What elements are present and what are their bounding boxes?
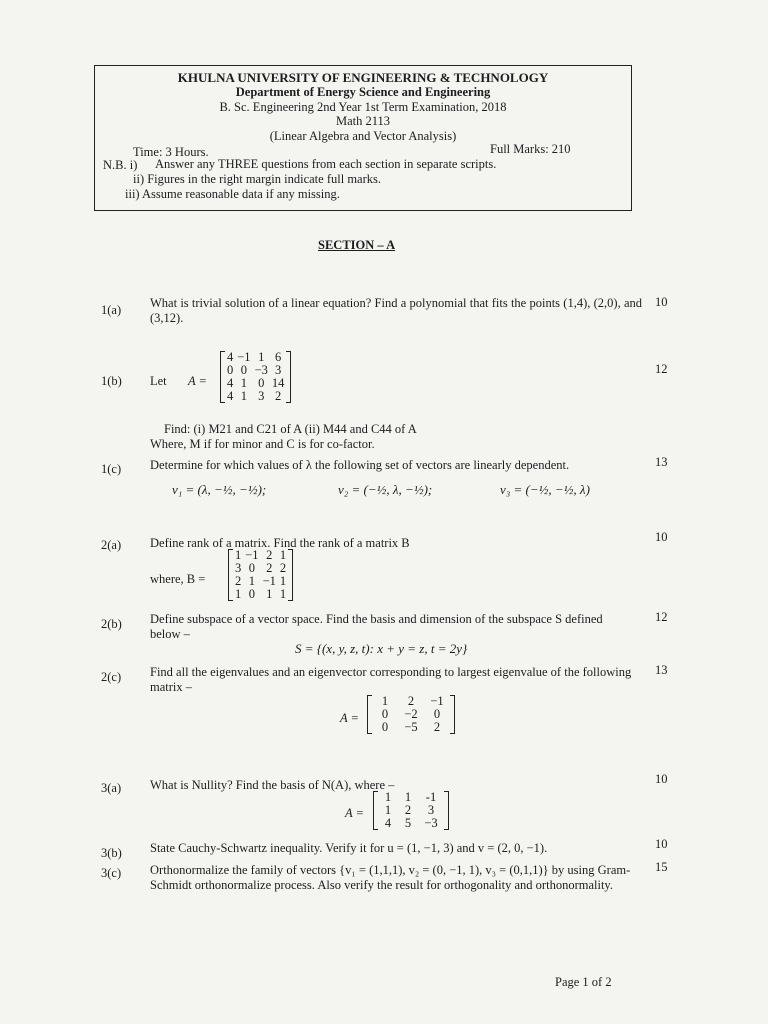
question-text: Find all the eigenvalues and an eigenvector corresponding to largest eigenvalue of the following matrix – <box>150 665 632 694</box>
matrix-cell: 0 <box>248 587 256 601</box>
matrix-cell: 2 <box>433 720 441 734</box>
matrix-cell: 2 <box>275 389 282 403</box>
matrix-cell: 1 <box>266 587 273 601</box>
matrix-cell: −3 <box>254 363 268 377</box>
matrix-cell: 2 <box>279 561 287 575</box>
question-marks: 15 <box>655 860 668 874</box>
question-number: 2(a) <box>101 538 122 552</box>
matrix-cell: 5 <box>404 816 412 830</box>
question-number: 2(c) <box>101 670 122 684</box>
matrix-cell: −1 <box>245 548 259 562</box>
instruction-1: Answer any THREE questions from each section in separate scripts. <box>155 157 497 171</box>
matrix-cell: 3 <box>258 389 265 403</box>
matrix-cell: 1 <box>279 587 287 601</box>
matrix-cell: 0 <box>433 707 441 721</box>
matrix-cell: 2 <box>266 561 273 575</box>
course-title: (Linear Algebra and Vector Analysis) <box>269 129 457 143</box>
subspace-definition: S = {(x, y, z, t): x + y = z, t = 2y} <box>295 641 468 656</box>
university-name: KHULNA UNIVERSITY OF ENGINEERING & TECHNOLOGY <box>177 70 549 85</box>
matrix-cell: 1 <box>240 376 248 390</box>
matrix-cell: 1 <box>279 574 287 588</box>
question-find: Find: (i) M21 and C21 of A (ii) M44 and C44 of A <box>164 422 417 436</box>
matrix-cell: 1 <box>384 803 392 817</box>
matrix-cell: −2 <box>404 707 418 721</box>
question-marks: 13 <box>655 663 668 677</box>
matrix-cell: 1 <box>404 790 412 804</box>
question-marks: 10 <box>655 295 668 309</box>
question-number: 1(b) <box>101 374 122 388</box>
question-number: 1(a) <box>101 303 122 317</box>
question-text: What is Nullity? Find the basis of N(A), where – <box>150 778 395 792</box>
vector-v2: v₂ = (−½, λ, −½); <box>338 482 433 497</box>
question-text: Define rank of a matrix. Find the rank of a matrix B <box>150 536 410 550</box>
matrix-cell: 3 <box>275 363 282 377</box>
question-text: What is trivial solution of a linear equation? Find a polynomial that fits the points (1,4), (2,0), and (3,12). <box>150 296 642 325</box>
section-title: SECTION – A <box>318 238 396 252</box>
let-label: Let <box>150 374 167 388</box>
matrix-where: where, B = <box>150 572 206 586</box>
matrix-cell: 2 <box>404 803 412 817</box>
exam-header-box <box>94 65 632 211</box>
question-text: Define subspace of a vector space. Find the basis and dimension of the subspace S defined below – <box>150 612 603 641</box>
question-number: 3(b) <box>101 846 122 860</box>
question-number: 1(c) <box>101 462 122 476</box>
question-marks: 12 <box>655 362 668 376</box>
matrix-cell: 3 <box>235 561 242 575</box>
matrix-cell: 4 <box>227 376 234 390</box>
matrix-cell: 4 <box>227 350 234 364</box>
matrix-cell: 2 <box>407 694 415 708</box>
matrix-a-1b <box>225 351 286 403</box>
matrix-cell: −5 <box>404 720 418 734</box>
matrix-lhs: A = <box>345 806 364 820</box>
matrix-cell: 4 <box>227 389 234 403</box>
question-text: Determine for which values of λ the following set of vectors are linearly dependent. <box>150 458 570 472</box>
question-where: Where, M if for minor and C is for co-factor. <box>150 437 375 451</box>
matrix-cell: 0 <box>248 561 256 575</box>
matrix-b <box>233 549 288 601</box>
instruction-3: iii) Assume reasonable data if any missing. <box>125 187 340 201</box>
full-marks: Full Marks: 210 <box>490 142 571 156</box>
question-text: State Cauchy-Schwartz inequality. Verify it for u = (1, −1, 3) and v = (2, 0, −1). <box>150 841 548 855</box>
matrix-cell: 1 <box>235 548 242 562</box>
matrix-cell: 1 <box>240 389 248 403</box>
question-number: 2(b) <box>101 617 122 631</box>
exam-time: Time: 3 Hours. <box>133 145 209 159</box>
instruction-2: ii) Figures in the right margin indicate full marks. <box>133 172 381 186</box>
question-number: 3(a) <box>101 781 122 795</box>
nb-label: N.B. i) <box>103 158 138 172</box>
matrix-cell: -1 <box>425 790 437 804</box>
matrix-cell: 1 <box>248 574 256 588</box>
question-text: Orthonormalize the family of vectors {v₁ = (1,1,1), v₂ = (0, −1, 1), v₃ = (0,1,1)} by using Gram-Schmidt orthonormalize process. Also verify the result for orthogonality and orthonormality. <box>150 863 631 892</box>
vector-v1: v₁ = (λ, −½, −½); <box>172 482 267 497</box>
matrix-cell: 0 <box>240 363 248 377</box>
matrix-a-2c <box>372 695 450 734</box>
matrix-cell: −1 <box>237 350 251 364</box>
vector-v3: v₃ = (−½, −½, λ) <box>500 482 590 497</box>
page-number: Page 1 of 2 <box>555 975 612 989</box>
question-marks: 10 <box>655 772 668 786</box>
department-name: Department of Energy Science and Engineering <box>235 85 491 99</box>
question-marks: 10 <box>655 837 668 851</box>
question-number: 3(c) <box>101 866 122 880</box>
matrix-cell: 0 <box>258 376 265 390</box>
matrix-cell: 6 <box>275 350 282 364</box>
matrix-cell: 1 <box>235 587 242 601</box>
matrix-cell: 0 <box>381 707 389 721</box>
question-marks: 13 <box>655 455 668 469</box>
matrix-cell: 0 <box>381 720 389 734</box>
matrix-a-3a <box>378 791 444 830</box>
matrix-cell: 3 <box>427 803 435 817</box>
matrix-cell: 2 <box>266 548 273 562</box>
question-marks: 10 <box>655 530 668 544</box>
exam-title: B. Sc. Engineering 2nd Year 1st Term Examination, 2018 <box>219 100 507 114</box>
matrix-cell: −1 <box>262 574 276 588</box>
matrix-cell: 2 <box>235 574 242 588</box>
matrix-lhs: A = <box>340 711 359 725</box>
matrix-cell: 1 <box>384 790 392 804</box>
course-code: Math 2113 <box>335 114 391 128</box>
matrix-cell: 4 <box>384 816 392 830</box>
matrix-cell: 1 <box>381 694 389 708</box>
question-marks: 12 <box>655 610 668 624</box>
matrix-cell: 1 <box>258 350 265 364</box>
matrix-cell: 14 <box>271 376 285 390</box>
matrix-cell: 0 <box>227 363 234 377</box>
matrix-cell: 1 <box>279 548 287 562</box>
matrix-cell: −3 <box>424 816 438 830</box>
matrix-lhs: A = <box>188 374 207 388</box>
matrix-cell: −1 <box>430 694 444 708</box>
